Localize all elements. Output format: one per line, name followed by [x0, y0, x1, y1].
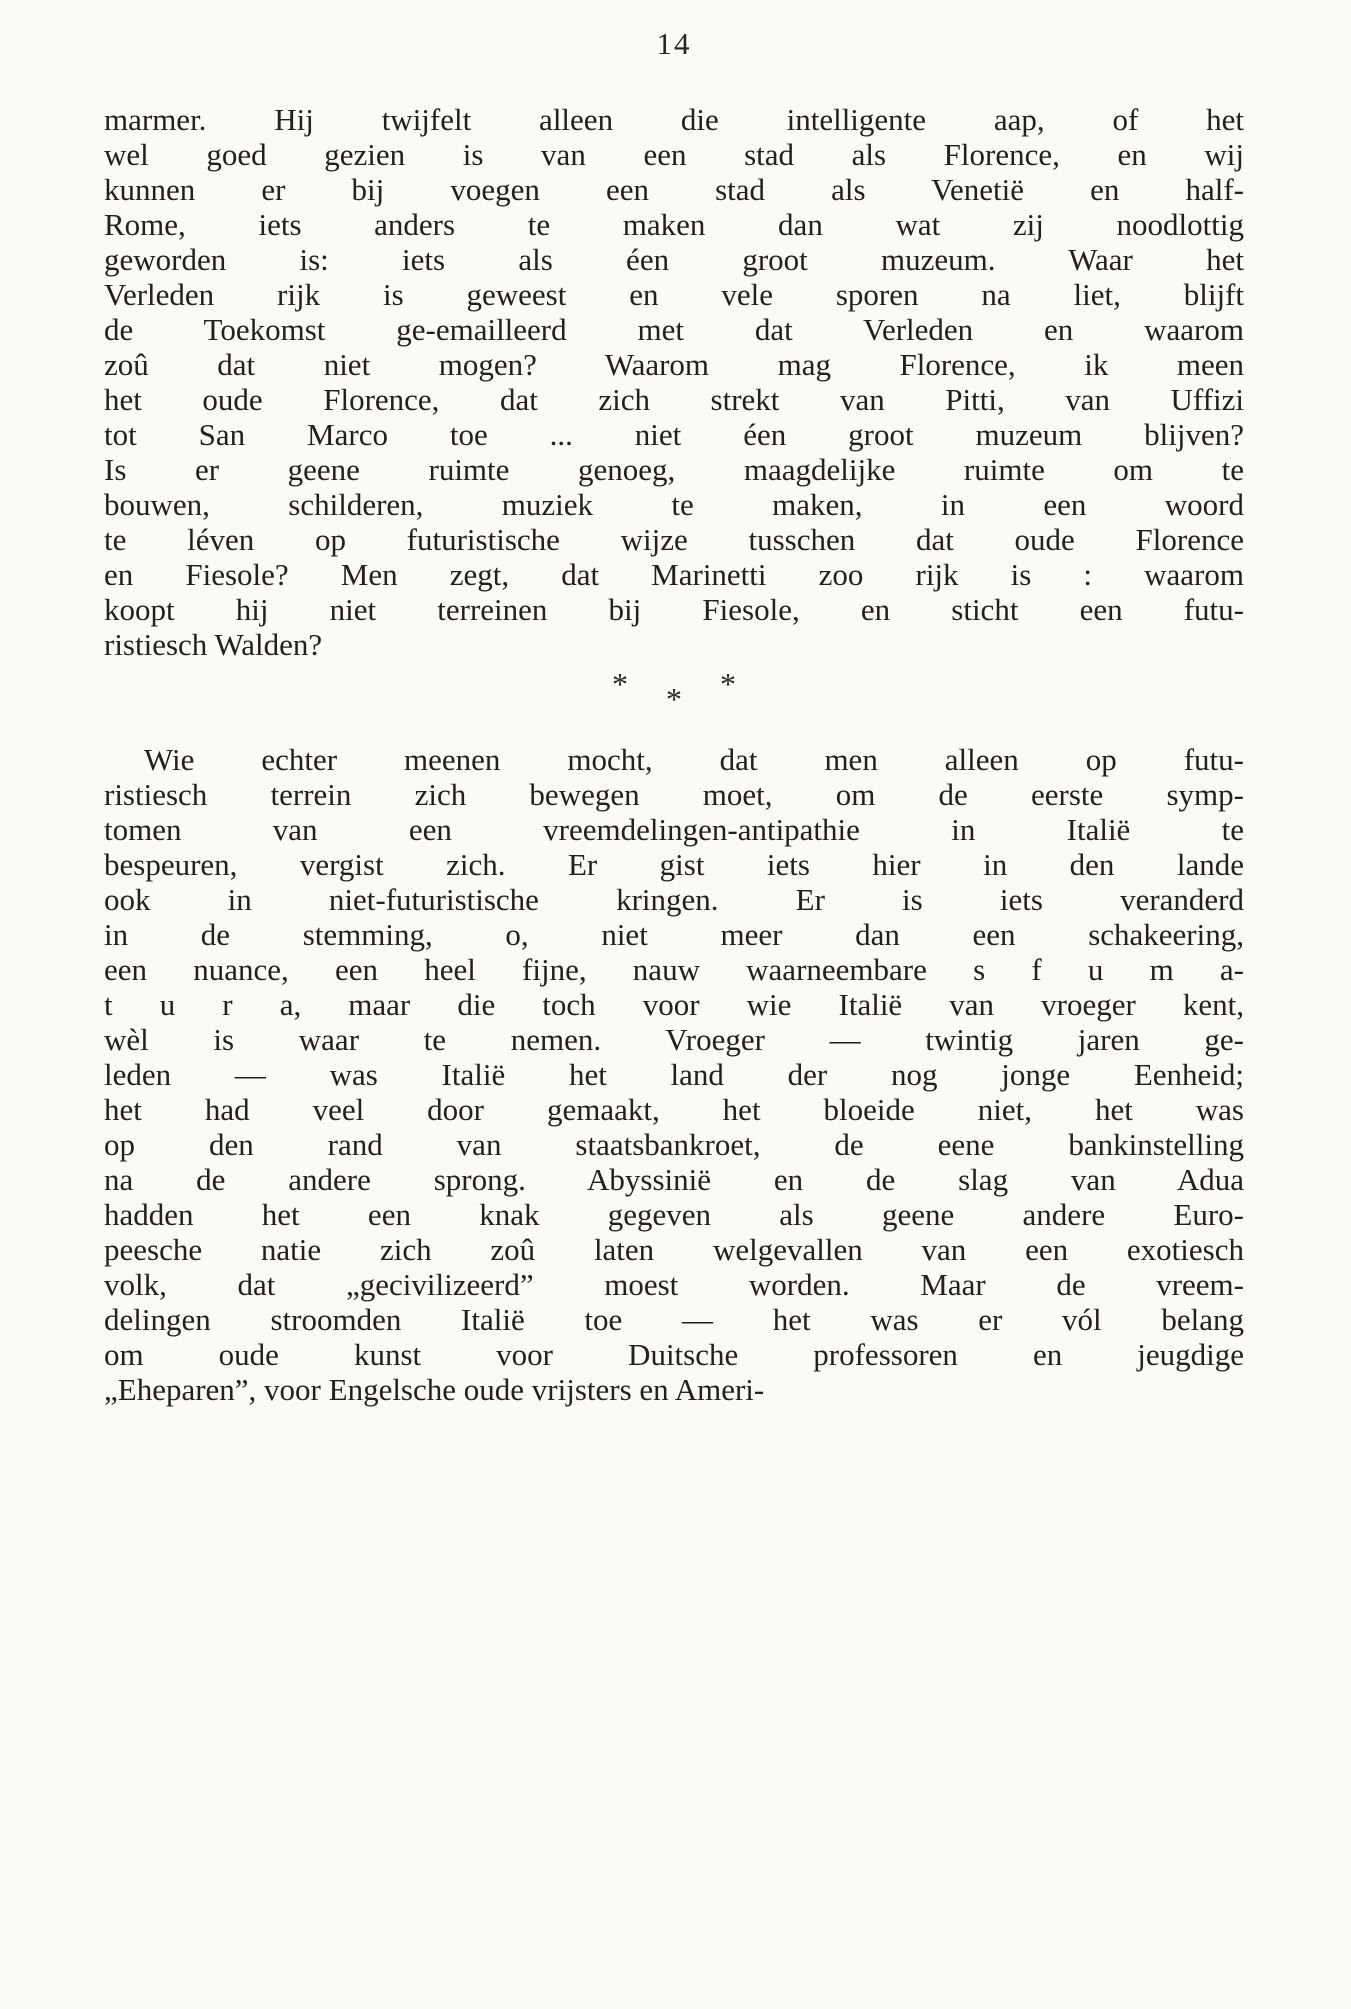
text-line: bouwen, schilderen, muziek te maken, in een woord — [104, 487, 1244, 522]
text-line: geworden is: iets als éen groot muzeum. Waar het — [104, 242, 1244, 277]
text-line: om oude kunst voor Duitsche professoren en jeugdige — [104, 1337, 1244, 1372]
text-line: peesche natie zich zoû laten welgevallen van een exotiesch — [104, 1232, 1244, 1267]
text-line: een nuance, een heel fijne, nauw waarneembare s f u m a- — [104, 952, 1244, 987]
text-line: ristiesch terrein zich bewegen moet, om de eerste symp- — [104, 777, 1244, 812]
text-line: leden — was Italië het land der nog jonge Eenheid; — [104, 1057, 1244, 1092]
paragraph-continued — [104, 102, 1244, 662]
text-line: het had veel door gemaakt, het bloeide niet, het was — [104, 1092, 1244, 1127]
text-line: marmer. Hij twijfelt alleen die intelligente aap, of het — [104, 102, 1244, 137]
text-line: t u r a, maar die toch voor wie Italië van vroeger kent, — [104, 987, 1244, 1022]
page-number: 14 — [656, 26, 692, 61]
text-line: hadden het een knak gegeven als geene andere Euro- — [104, 1197, 1244, 1232]
asterisk-icon: * — [666, 681, 682, 717]
text-line: volk, dat „gecivilizeerd” moest worden. Maar de vreem- — [104, 1267, 1244, 1302]
text-line: delingen stroomden Italië toe — het was er vól belang — [104, 1302, 1244, 1337]
text-line: „Eheparen”, voor Engelsche oude vrijsters en Ameri- — [104, 1372, 765, 1407]
text-line: wèl is waar te nemen. Vroeger — twintig jaren ge- — [104, 1022, 1244, 1057]
text-line: de Toekomst ge-emailleerd met dat Verleden en waarom — [104, 312, 1244, 347]
text-line: Verleden rijk is geweest en vele sporen na liet, blijft — [104, 277, 1244, 312]
text-block — [104, 0, 1244, 1407]
text-line: Rome, iets anders te maken dan wat zij noodlottig — [104, 207, 1244, 242]
text-line: en Fiesole? Men zegt, dat Marinetti zoo rijk is : waarom — [104, 557, 1244, 592]
text-line: zoû dat niet mogen? Waarom mag Florence, ik meen — [104, 347, 1244, 382]
text-line: Is er geene ruimte genoeg, maagdelijke ruimte om te — [104, 452, 1244, 487]
asterisk-icon: * — [612, 666, 628, 702]
text-line: ook in niet-futuristische kringen. Er is iets veranderd — [104, 882, 1244, 917]
paragraph-new-section — [104, 742, 1244, 1407]
text-line: op den rand van staatsbankroet, de eene bankinstelling — [104, 1127, 1244, 1162]
text-line: in de stemming, o, niet meer dan een schakeering, — [104, 917, 1244, 952]
text-line: tomen van een vreemdelingen-antipathie in Italië te — [104, 812, 1244, 847]
text-line: te léven op futuristische wijze tusschen dat oude Florence — [104, 522, 1244, 557]
text-line: kunnen er bij voegen een stad als Venetië en half- — [104, 172, 1244, 207]
text-line: bespeuren, vergist zich. Er gist iets hier in den lande — [104, 847, 1244, 882]
text-line: tot San Marco toe ... niet éen groot muzeum blijven? — [104, 417, 1244, 452]
text-line: na de andere sprong. Abyssinië en de slag van Adua — [104, 1162, 1244, 1197]
text-line: Wie echter meenen mocht, dat men alleen op futu- — [144, 742, 1244, 777]
section-separator — [104, 668, 1244, 734]
text-line: koopt hij niet terreinen bij Fiesole, en sticht een futu- — [104, 592, 1244, 627]
text-line: het oude Florence, dat zich strekt van Pitti, van Uffizi — [104, 382, 1244, 417]
text-line: wel goed gezien is van een stad als Florence, en wij — [104, 137, 1244, 172]
asterisk-icon: * — [720, 666, 736, 702]
text-line: ristiesch Walden? — [104, 627, 323, 662]
